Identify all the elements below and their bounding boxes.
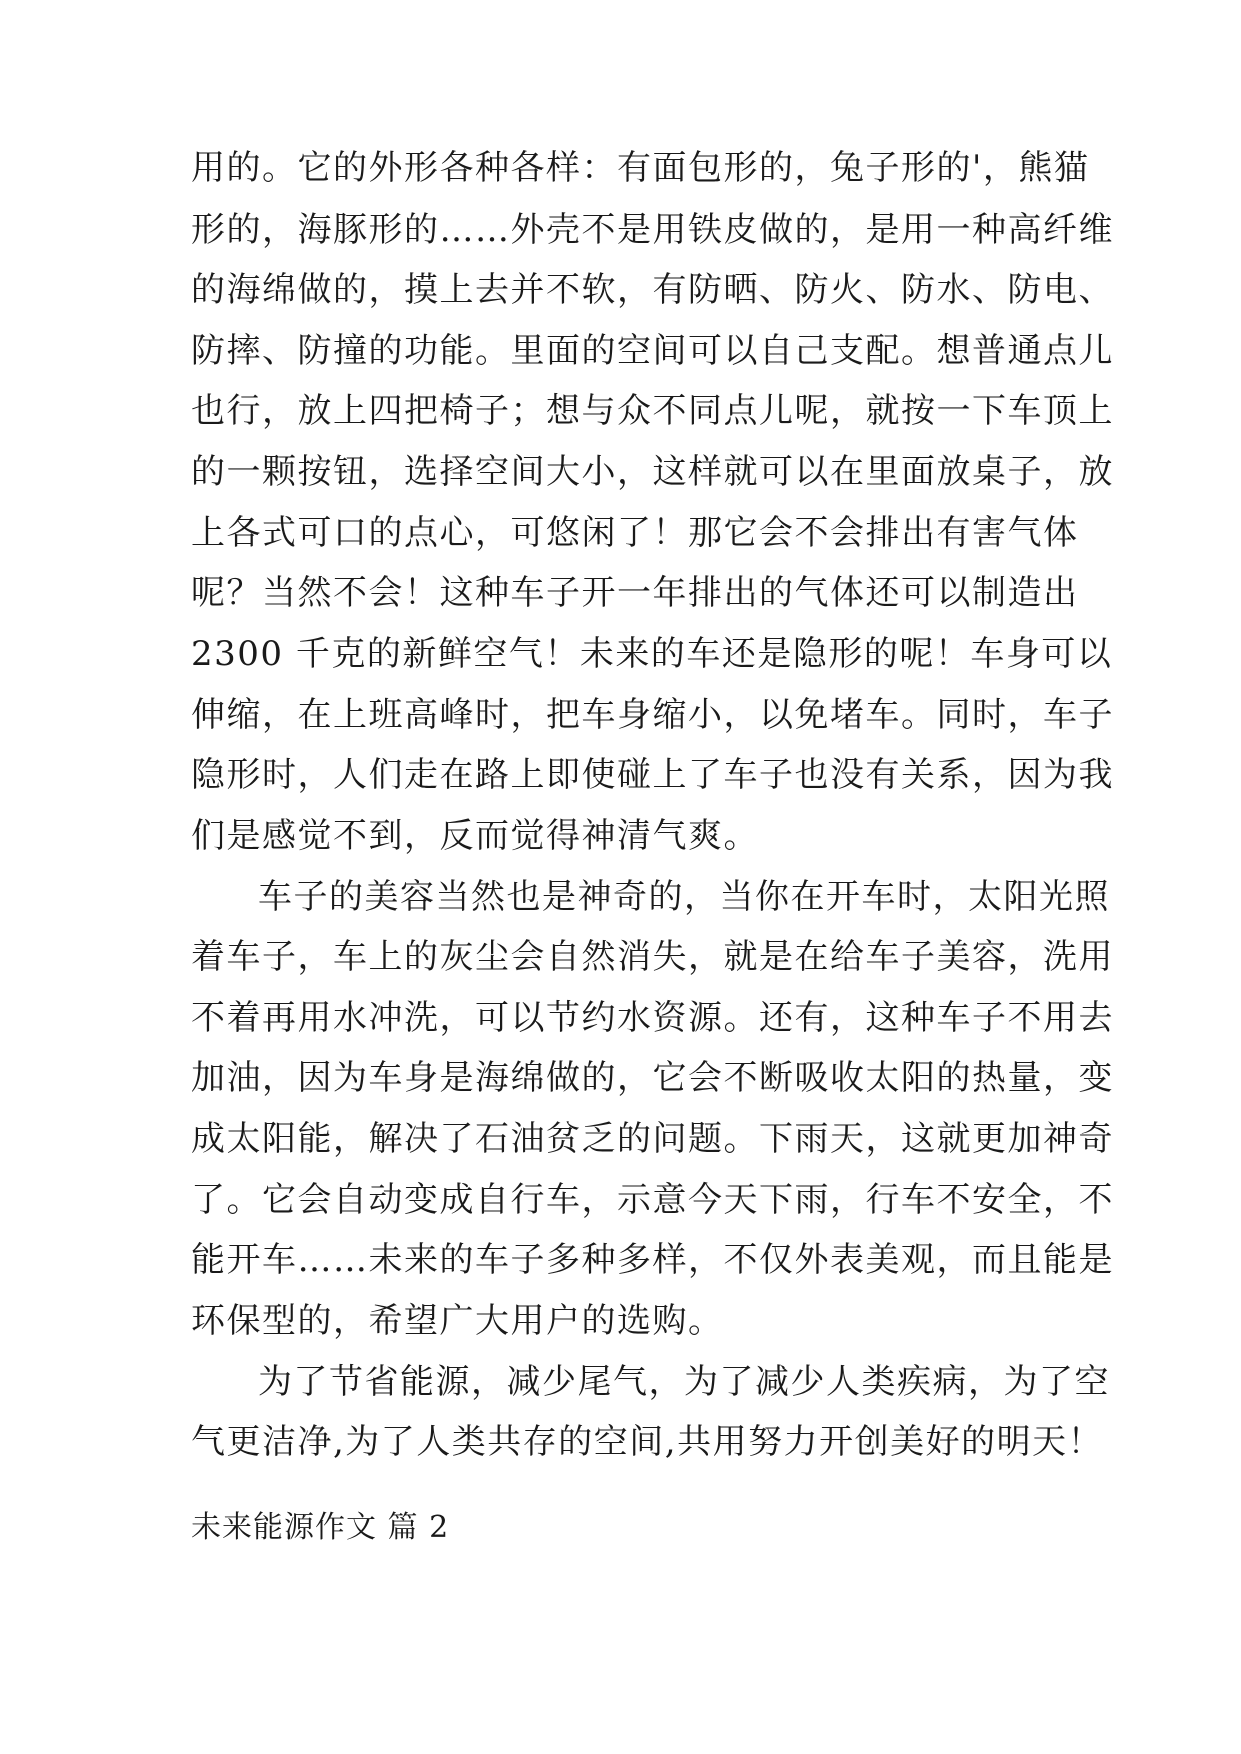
- text-line: 着车子，车上的灰尘会自然消失，就是在给车子美容，洗用: [191, 937, 1114, 977]
- text-line: 不着再用水冲洗，可以节约水资源。还有，这种车子不用去: [191, 998, 1114, 1038]
- text-line: 成太阳能，解决了石油贫乏的问题。下雨天，这就更加神奇: [191, 1119, 1114, 1159]
- section-title: 未来能源作文 篇 2: [191, 1510, 450, 1545]
- text-line: 用的。它的外形各种各样：有面包形的，兔子形的'，熊猫: [191, 148, 1090, 188]
- text-line: 伸缩，在上班高峰时，把车身缩小，以免堵车。同时，车子: [191, 695, 1114, 735]
- text-line: 们是感觉不到，反而觉得神清气爽。: [191, 816, 759, 856]
- text-line: 能开车……未来的车子多种多样，不仅外表美观，而且能是: [191, 1240, 1114, 1280]
- text-line: 的海绵做的，摸上去并不软，有防晒、防火、防水、防电、: [191, 270, 1114, 310]
- text-line: 为了节省能源，减少尾气，为了减少人类疾病，为了空: [258, 1362, 1110, 1402]
- text-line: 也行，放上四把椅子；想与众不同点儿呢，就按一下车顶上: [191, 391, 1114, 431]
- text-line: 车子的美容当然也是神奇的，当你在开车时，太阳光照: [258, 877, 1110, 917]
- text-line: 2300 千克的新鲜空气！未来的车还是隐形的呢！车身可以: [191, 634, 1113, 674]
- text-line: 形的，海豚形的……外壳不是用铁皮做的，是用一种高纤维: [191, 210, 1114, 250]
- text-line: 上各式可口的点心，可悠闲了！那它会不会排出有害气体: [191, 513, 1079, 553]
- text-line: 的一颗按钮，选择空间大小，这样就可以在里面放桌子，放: [191, 452, 1114, 492]
- text-line: 气更洁净,为了人类共存的空间,共用努力开创美好的明天！: [191, 1422, 1104, 1462]
- text-line: 环保型的，希望广大用户的选购。: [191, 1301, 724, 1341]
- text-line: 呢？当然不会！这种车子开一年排出的气体还可以制造出: [191, 573, 1079, 613]
- text-line: 加油，因为车身是海绵做的，它会不断吸收太阳的热量，变: [191, 1058, 1114, 1098]
- text-line: 隐形时，人们走在路上即使碰上了车子也没有关系，因为我: [191, 755, 1114, 795]
- text-line: 了。它会自动变成自行车，示意今天下雨，行车不安全，不: [191, 1180, 1114, 1220]
- text-line: 防摔、防撞的功能。里面的空间可以自己支配。想普通点儿: [191, 331, 1114, 371]
